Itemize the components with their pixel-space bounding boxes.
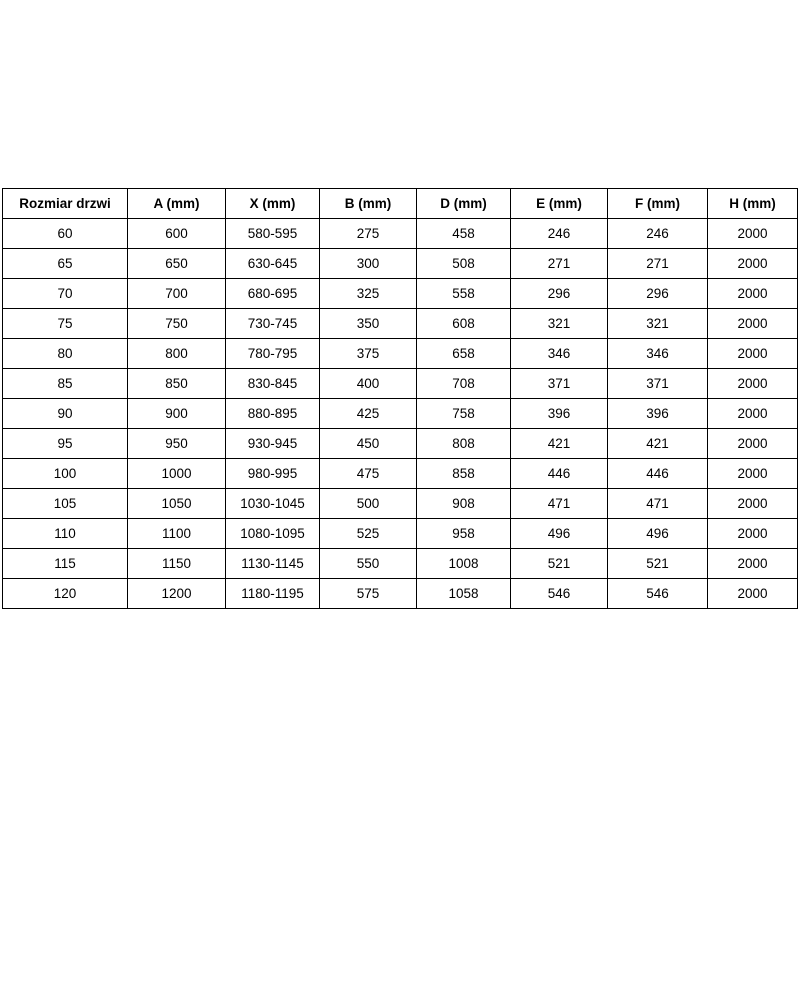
- table-cell: 321: [511, 309, 608, 339]
- table-cell: 2000: [708, 459, 798, 489]
- table-cell: 446: [511, 459, 608, 489]
- table-cell: 2000: [708, 309, 798, 339]
- table-cell: 346: [511, 339, 608, 369]
- table-cell: 421: [511, 429, 608, 459]
- table-cell: 930-945: [226, 429, 320, 459]
- table-cell: 2000: [708, 429, 798, 459]
- table-cell: 2000: [708, 549, 798, 579]
- table-cell: 350: [320, 309, 417, 339]
- table-cell: 580-595: [226, 219, 320, 249]
- table-row: [3, 279, 798, 309]
- table-cell: 421: [608, 429, 708, 459]
- column-header-d-mm: D (mm): [417, 189, 511, 219]
- table-cell: 958: [417, 519, 511, 549]
- table-cell: 1058: [417, 579, 511, 609]
- table-cell: 275: [320, 219, 417, 249]
- column-header-e-mm: E (mm): [511, 189, 608, 219]
- table-cell: 521: [511, 549, 608, 579]
- table-cell: 650: [128, 249, 226, 279]
- table-cell: 85: [3, 369, 128, 399]
- table-row: [3, 249, 798, 279]
- table-cell: 521: [608, 549, 708, 579]
- column-header-rozmiar-drzwi: Rozmiar drzwi: [3, 189, 128, 219]
- table-cell: 60: [3, 219, 128, 249]
- table-cell: 95: [3, 429, 128, 459]
- table-body: [3, 219, 798, 609]
- column-header-a-mm: A (mm): [128, 189, 226, 219]
- table-cell: 100: [3, 459, 128, 489]
- table-cell: 120: [3, 579, 128, 609]
- table-cell: 608: [417, 309, 511, 339]
- table-row: [3, 459, 798, 489]
- table-cell: 546: [511, 579, 608, 609]
- table-cell: 446: [608, 459, 708, 489]
- table-cell: 680-695: [226, 279, 320, 309]
- table-cell: 2000: [708, 219, 798, 249]
- table-cell: 508: [417, 249, 511, 279]
- table-cell: 496: [608, 519, 708, 549]
- table-cell: 808: [417, 429, 511, 459]
- table-cell: 70: [3, 279, 128, 309]
- table-cell: 450: [320, 429, 417, 459]
- table-cell: 321: [608, 309, 708, 339]
- table-cell: 658: [417, 339, 511, 369]
- table-cell: 105: [3, 489, 128, 519]
- table-cell: 80: [3, 339, 128, 369]
- table-row: [3, 369, 798, 399]
- table-row: [3, 309, 798, 339]
- table-cell: 500: [320, 489, 417, 519]
- table-cell: 708: [417, 369, 511, 399]
- table-cell: 1030-1045: [226, 489, 320, 519]
- table-cell: 1050: [128, 489, 226, 519]
- table-cell: 1200: [128, 579, 226, 609]
- table-cell: 546: [608, 579, 708, 609]
- table-cell: 296: [608, 279, 708, 309]
- table-cell: 558: [417, 279, 511, 309]
- table-cell: 400: [320, 369, 417, 399]
- table-row: [3, 579, 798, 609]
- table-cell: 396: [608, 399, 708, 429]
- table-cell: 371: [608, 369, 708, 399]
- table-cell: 325: [320, 279, 417, 309]
- table-cell: 830-845: [226, 369, 320, 399]
- table-cell: 758: [417, 399, 511, 429]
- table-header-row: [3, 189, 798, 219]
- table-cell: 458: [417, 219, 511, 249]
- column-header-x-mm: X (mm): [226, 189, 320, 219]
- table-cell: 425: [320, 399, 417, 429]
- table-cell: 950: [128, 429, 226, 459]
- table-cell: 371: [511, 369, 608, 399]
- table-cell: 246: [608, 219, 708, 249]
- table-row: [3, 549, 798, 579]
- table-cell: 630-645: [226, 249, 320, 279]
- table-cell: 375: [320, 339, 417, 369]
- table-cell: 2000: [708, 399, 798, 429]
- table-cell: 700: [128, 279, 226, 309]
- table-cell: 271: [511, 249, 608, 279]
- table-row: [3, 519, 798, 549]
- table-cell: 396: [511, 399, 608, 429]
- table-cell: 2000: [708, 249, 798, 279]
- table-cell: 575: [320, 579, 417, 609]
- door-dimensions-table: [2, 188, 798, 609]
- table-cell: 1180-1195: [226, 579, 320, 609]
- table-cell: 296: [511, 279, 608, 309]
- table-cell: 1008: [417, 549, 511, 579]
- table-cell: 90: [3, 399, 128, 429]
- table-cell: 800: [128, 339, 226, 369]
- table-cell: 1100: [128, 519, 226, 549]
- spec-table-container: [2, 188, 797, 609]
- table-cell: 2000: [708, 339, 798, 369]
- table-cell: 2000: [708, 369, 798, 399]
- table-cell: 110: [3, 519, 128, 549]
- table-cell: 2000: [708, 489, 798, 519]
- table-row: [3, 489, 798, 519]
- table-cell: 75: [3, 309, 128, 339]
- table-cell: 730-745: [226, 309, 320, 339]
- table-row: [3, 429, 798, 459]
- table-cell: 850: [128, 369, 226, 399]
- table-cell: 900: [128, 399, 226, 429]
- table-cell: 980-995: [226, 459, 320, 489]
- table-cell: 2000: [708, 279, 798, 309]
- table-cell: 471: [608, 489, 708, 519]
- table-cell: 2000: [708, 519, 798, 549]
- table-cell: 1150: [128, 549, 226, 579]
- table-cell: 780-795: [226, 339, 320, 369]
- table-row: [3, 399, 798, 429]
- table-cell: 471: [511, 489, 608, 519]
- table-row: [3, 219, 798, 249]
- table-cell: 246: [511, 219, 608, 249]
- table-cell: 346: [608, 339, 708, 369]
- table-cell: 1130-1145: [226, 549, 320, 579]
- table-cell: 908: [417, 489, 511, 519]
- table-row: [3, 339, 798, 369]
- table-cell: 525: [320, 519, 417, 549]
- table-cell: 750: [128, 309, 226, 339]
- table-cell: 300: [320, 249, 417, 279]
- table-cell: 1080-1095: [226, 519, 320, 549]
- column-header-b-mm: B (mm): [320, 189, 417, 219]
- table-cell: 271: [608, 249, 708, 279]
- table-cell: 880-895: [226, 399, 320, 429]
- column-header-f-mm: F (mm): [608, 189, 708, 219]
- table-cell: 600: [128, 219, 226, 249]
- table-cell: 858: [417, 459, 511, 489]
- table-cell: 475: [320, 459, 417, 489]
- table-cell: 496: [511, 519, 608, 549]
- table-cell: 65: [3, 249, 128, 279]
- table-cell: 115: [3, 549, 128, 579]
- table-cell: 550: [320, 549, 417, 579]
- column-header-h-mm: H (mm): [708, 189, 798, 219]
- table-cell: 1000: [128, 459, 226, 489]
- table-cell: 2000: [708, 579, 798, 609]
